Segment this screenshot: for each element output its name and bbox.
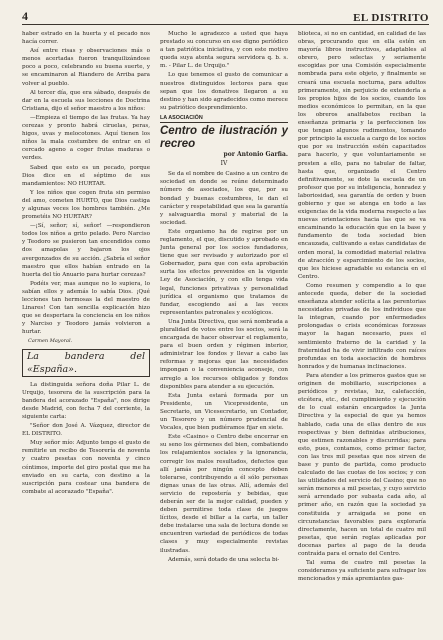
article-title: Centro de ilustración y recreo bbox=[160, 125, 288, 151]
paragraph: Como resumen y compendio a lo que antecede queda, deber de la sociedad enseñanza atender solícita a las perentorias necesidades privadas de los individuos que la integran, cuando por enfermedades prolongadas o crisis económicas forzosas mayor la hagan necesario, pues el sentimiento fraterno de la caridad y la fraternidad ha de vivir infiltrado con raíces profundas en toda asociación de hombres honrados y de humanas inclinaciones. bbox=[298, 282, 426, 370]
paragraph: Podéis ver, mas aunque no lo supiera, lo sabían ellos y además lo sabía Dios. ¡Qué lecciones tan hermosas la del maestro de Linares! Con tan sencilla explicación hizo que se despertara la conciencia en los niños y Narciso y Teodoro jamás volvieron a hurtar. bbox=[22, 280, 150, 336]
paragraph: —Empieza el tiempo de las frutas. Ya hay cerezas y pronto habrá ciruelas, peras, higos, uvas y melocotones. Aquí tienen los niños la mala costumbre de entrar en el cercado ageno a coger frutas maduras o verdes. bbox=[22, 114, 150, 162]
paragraph: blioteca, si no en cantidad, en calidad de las obras, procurando que en ella estén en mayoría libros instructivos, adaptables al obrero, pero selectas y seriamente escogidas por una Comisión especialmente nombrada para este objeto, y finalmente se creará una escuela nocturna, para adultos primeramente, sin perjuicio de extenderla a los propios hijos de los socios, cuando los medios económicos lo permitan, en la que los obreros analfabetos reciban la enseñanza primaria y la perfeccionen los que tengan algunos rudimentos, tomando por principio la escuela a cargo de los socios que por su instrucción estén capacitados para hacerlo, y que voluntariamente se presten a ello, para no tabular de faltar, hasta que, organizado el Centro definitivamente, se dote la escuela de un profesor que por su inteligencia, honradez y laboriosidad, sea garantía de orden y buen gobierno y que se atenga en todo a las exigencias de la vida moderna respecto a las nuevas orientaciones hacia las que se va encaminando la educación que en la base y fundamento de toda sociedad bien encauzada, cultivando a estas candidatas de orden moral, la comodidad material relativa de atracción y esparcimiento de los socios, que les hiciese agradable su estancia en el Centro. bbox=[298, 31, 426, 280]
paragraph: Así entre risas y observaciones más o menos acertadas fueron tranquilizándose poco a poco, celebrando su buena suerte, y se encaminaron al Riandero de Arriba para volver al pueblo. bbox=[22, 48, 150, 87]
paragraph: —¡Sí, señor; sí, señor! —respondieron todos los niños a grito pelado. Pero Narciso y Teodoro se pusieron tan encendidos como dos amapolas y bajaron los ojos avergonzados de su acción. ¿Sabría el señor maestro que ellos habían entrado en la huerta del tío Anuario para hurtar cerezas? bbox=[22, 223, 150, 278]
paragraph: Al tercer día, que era sábado, después de dar en la escuela sus lecciones de Doctrina Cristiana, dijo el señor maestro a los niños: bbox=[22, 89, 150, 112]
paragraph: "Señor don José A. Vázquez, director de EL DISTRITO. bbox=[22, 423, 150, 438]
article-heading: La bandera del «España». bbox=[22, 349, 150, 377]
paragraph: Además, será dotado de una selecta bi- bbox=[168, 556, 280, 563]
paragraph: Este organismo ha de regirse por un reglamento, el que, discutido y aprobado en Junta general por los socios fundadores, tiene que ser revisado y autorizado por el Gobernador, para que con esta aprobación surta los efectos prevenidos en la vigente Ley de Asociación, y con ello tenga vida legal, funciones privativas y personalidad jurídica el organismo que tratamos de fundar, escogiendo así a las veces representantes patronales y ecológicos. bbox=[160, 228, 288, 316]
paragraph: Una Junta Directiva, que será nombrada a pluralidad de votos entre los socios, será la encargada de hacer observar el reglamento, para el buen orden y régimen interior, administrar los fondos y llevar a cabo las reformas y mejoras que las necesidades impongan o la conveniencia aconseje, con arreglo a los recursos obligados y fondos disponibles para atender a su ejecución. bbox=[160, 318, 288, 390]
column-3 bbox=[298, 30, 426, 584]
paragraph: Y los niños que cogen fruta sin permiso del amo, cometen HURTO, que Dios castiga y algunas veces los hombres también. ¿Me prometéis NO HURTAR? bbox=[22, 189, 150, 221]
paragraph: Tal suma de cuatro mil pesetas la consideramos ya suficiente para sufragar los mencionados y más apremiantes gas- bbox=[298, 560, 426, 583]
page-header bbox=[22, 6, 429, 25]
paragraph: Se da el nombre de Casino a un centro de sociedad en donde se reúne determinado número de asociados, los que, por su bondad y buenas costumbres, le dan el carácter y respetabilidad que sea la garantía y salvaguardia moral y material de la sociedad. bbox=[160, 171, 288, 226]
paragraph: Para atender a los primeros gastos que se originen de mobiliario, suscripciones a periódicos y revistas, luz, calefacción, etcétera, etc., del cumplimiento y ejecución de lo cual estarán encargados la Junta Directiva y la especial de que ya hemos hablado, cada una de ellas dentro de sus respectivas y bien definidas atribuciones, que estimen razonables y discurridas; para esto, pues, contamos, como primer factor, con las tres mil pesetas que nos sirven de base y punto de partida, como producto calculado de las cuotas de los socios; y con las utilidades del servicio del Casino; que no serán menores a mil pesetas, y cuyo servicio será arrendado por subasta cada año, al primer año, en razón que la sociedad ya constituida y arraigada se pone en circunstancias favorables para exploraría directamente, hacen un total de cuatro mil pesetas, que serán reglas aplicadas por docenas partes al pago de la deuda contraída para el ornato del Centro. bbox=[298, 372, 426, 557]
column-1 bbox=[22, 30, 150, 584]
paragraph: Muy señor mío: Adjunto tengo el gusto de remitirle un recibo de Tesorería de noventa y cuatro pesetas con noventa y cinco céntimos, importe del giro postal que me ha enviado en su carta, con destino a la suscripción para costear una bandera de combate al acorazado "España". bbox=[22, 440, 150, 495]
paragraph: Este «Casino» o Centro debe encerrar en su seno los gérmenes del bien, combatiendo los relajamientos sociales y la ignorancia, corregir los malos resultados, defectos que allí jamás por ningún concepto deben tolerarse, contribuyendo a él sólo personas dignas unas de las otras. Allí, además del servicio de repostería y bebidas, que deberán ser de la mejor calidad, pueden y deben permitirse toda clase de juegos lícitos, desde el billar a la carta, un taller debe instalarse una sala de lectura donde se encuentren variedad de periódicos de todas clases y muy especialmente revistas ilustradas. bbox=[160, 434, 288, 554]
section-tag: LA ASOCIACIÓN bbox=[160, 114, 288, 123]
masthead: EL DISTRITO bbox=[353, 12, 429, 24]
paragraph: haber estrado en la huerta y el pecado nos hacía correr. bbox=[22, 31, 150, 46]
paragraph: La distinguida señora doña Pilar L. de Urquijo, tesorera de la suscripción para la bandera del acorazado "España", nos dirige desde Madrid, con fecha 7 del corriente, la siguiente carta: bbox=[22, 381, 150, 420]
paragraph: Mucho le agradezco a usted que haya prestado su concurso en ese digno periódico a tan patriótica iniciativa, y con este motivo queda suya atenta segura servidora q. b. s. m. - Pilar L. de Urquijo." bbox=[160, 31, 288, 70]
columns bbox=[22, 30, 429, 584]
paragraph: Sabed que esto es un pecado, porque Dios dice en el séptimo de sus mandamientos: NO HURTAR. bbox=[22, 164, 150, 187]
paragraph: Esta Junta estará formada por un Presidente, un Vicepresidente, un Secretario, un Vicesecretario, un Contador, un Tesorero y un número prudencial de Vocales, que bien pudiéramos fijar en siete. bbox=[160, 392, 288, 432]
author-signature: Carmen Mayoral. bbox=[28, 338, 73, 345]
page-number: 4 bbox=[22, 9, 28, 23]
column-2 bbox=[160, 30, 288, 584]
byline: por Antonio Garfia. bbox=[223, 151, 288, 159]
part-number: IV bbox=[220, 160, 228, 168]
paragraph: Lo que tenemos el gusto de comunicar a nuestros distinguidos lectores para que sepan que los donativos llegaron a su destino y han sido agradecidos como merece su patriótico desprendimiento. bbox=[160, 72, 288, 111]
